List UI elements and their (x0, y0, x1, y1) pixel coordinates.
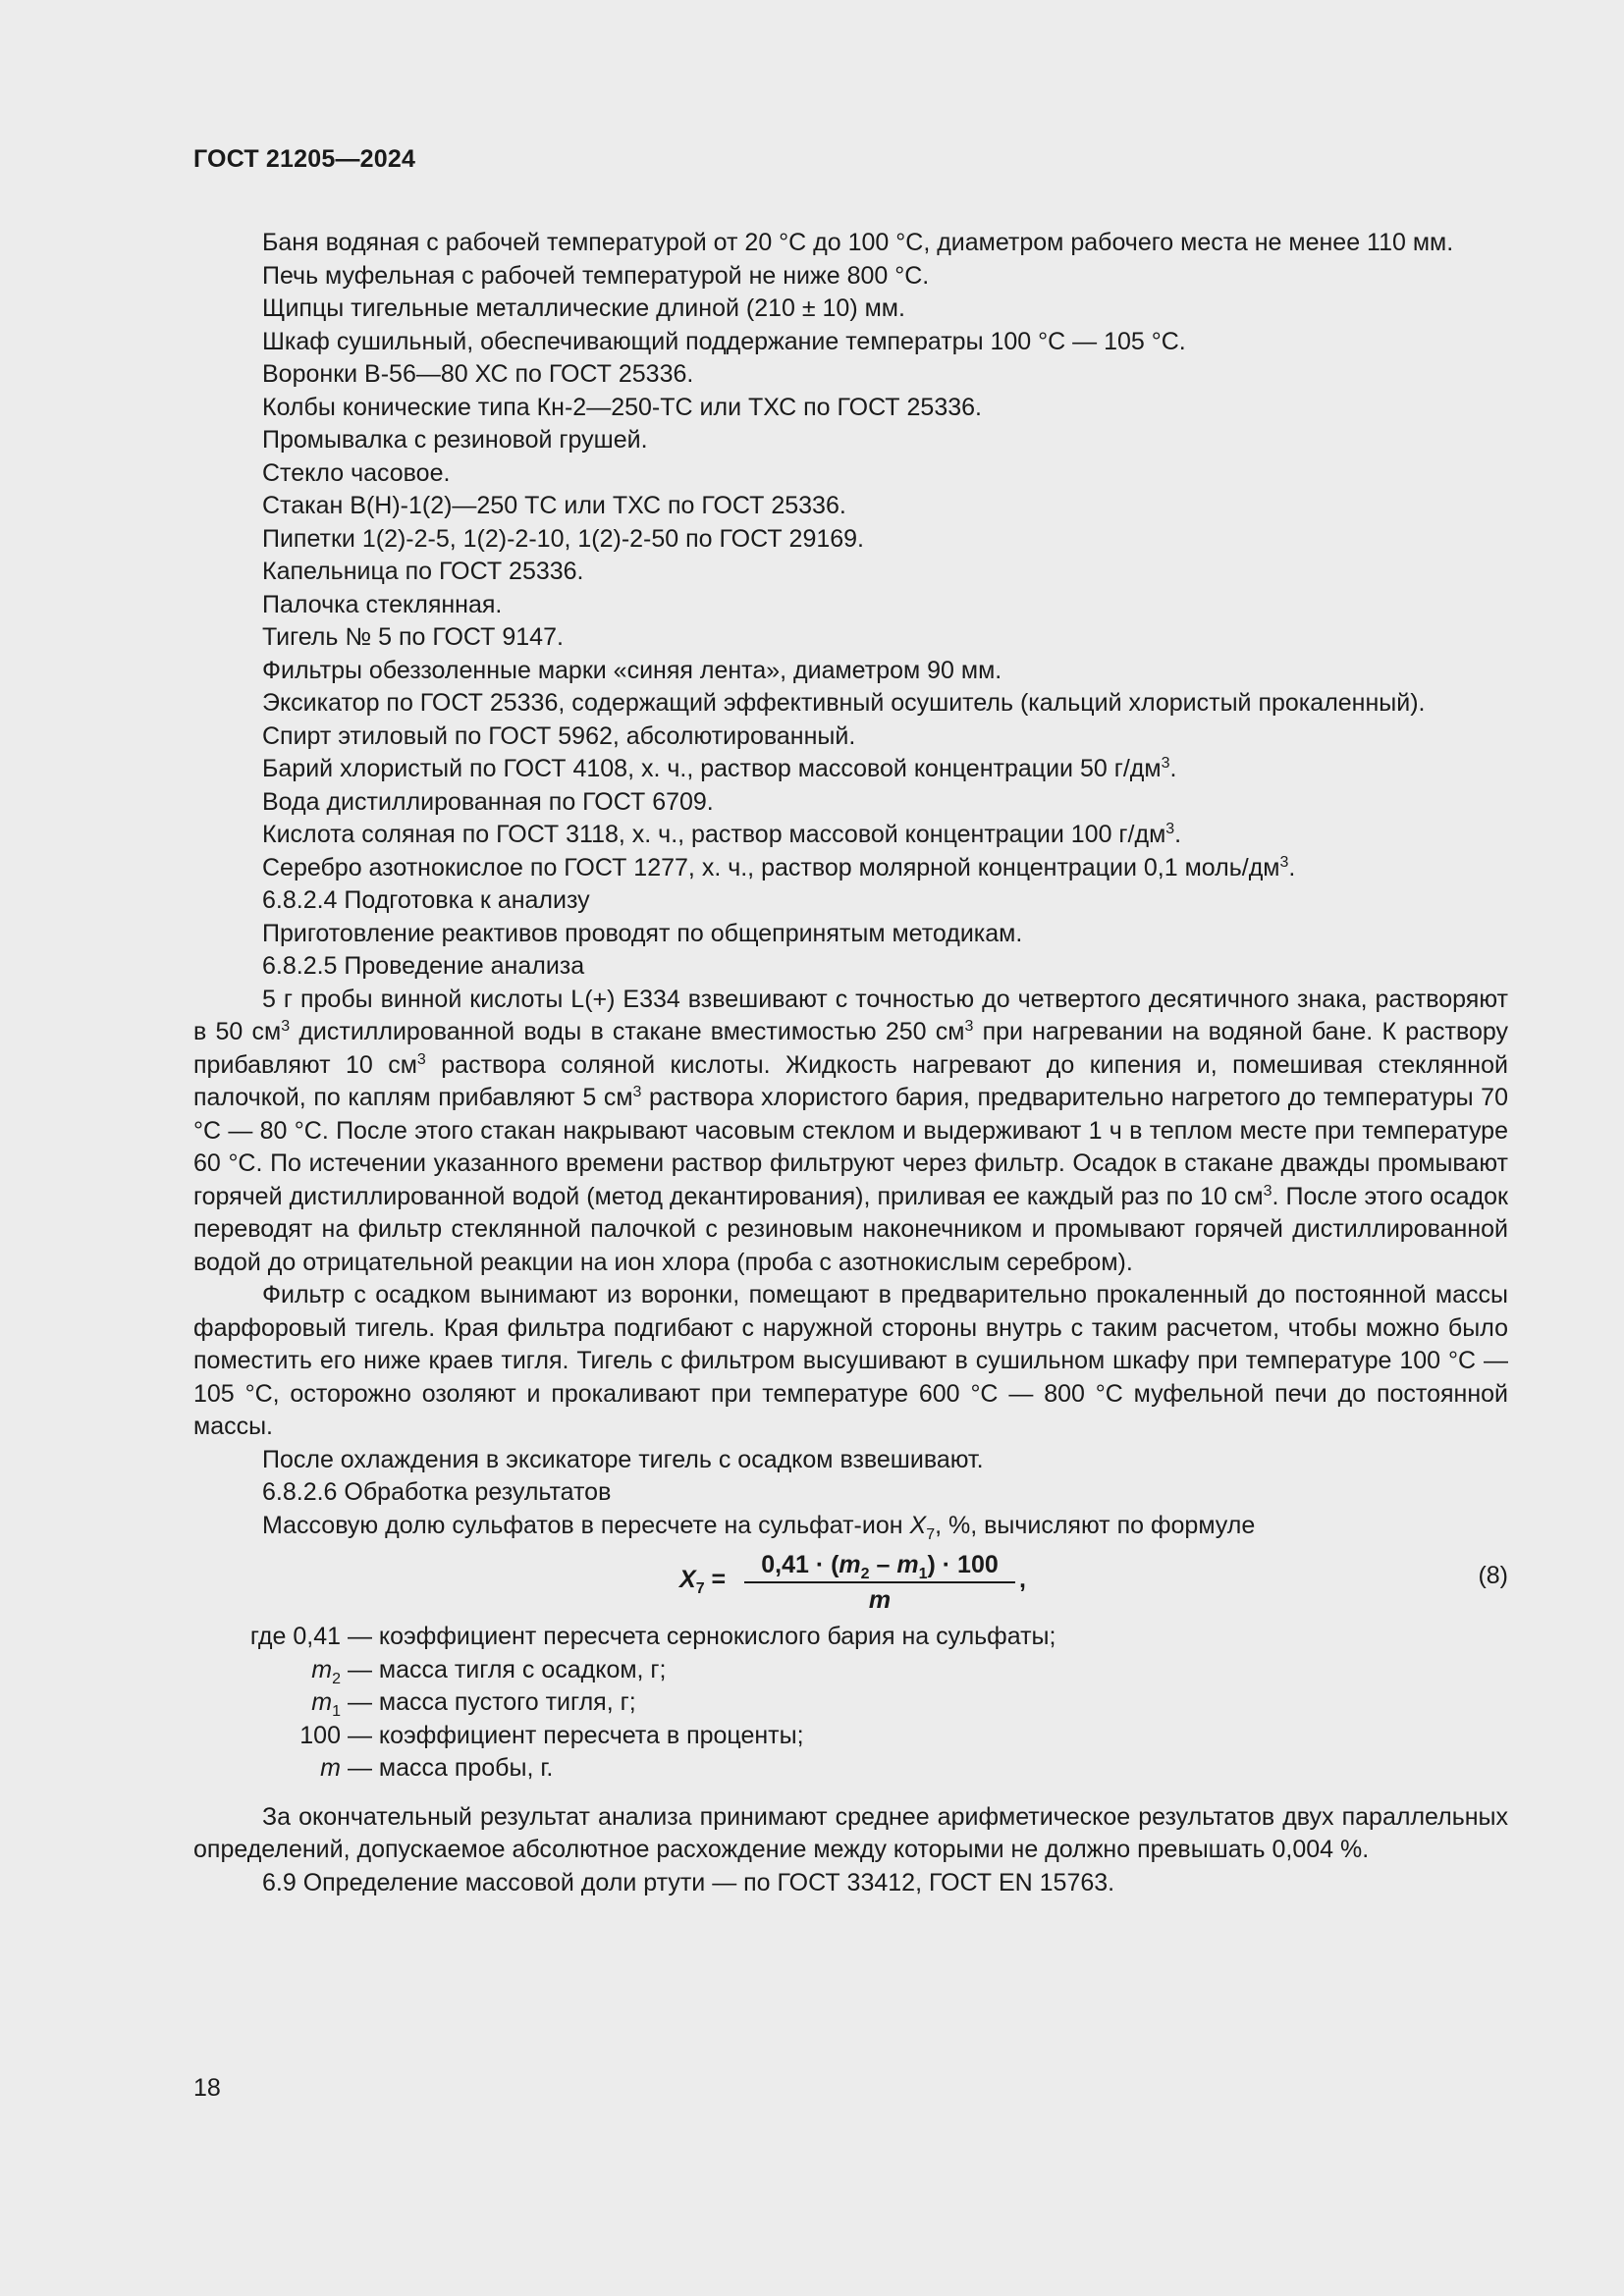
equation-number: (8) (1478, 1562, 1508, 1589)
legend-row (193, 1752, 1508, 1786)
legend-text: — масса тигля с осадком, г; (341, 1655, 667, 1683)
equipment-item: Баня водяная с рабочей температурой от 20 °С до 100 °С, диаметром рабочего места не менее 110 мм. (262, 229, 1454, 256)
reagent-item-barium: Барий хлористый по ГОСТ 4108, х. ч., раствор массовой концентрации 50 $г/дм^3$. (262, 755, 1177, 782)
results-intro: Массовую долю сульфатов в пересчете на сульфат-ион $X_7$, %, вычисляют по формуле (262, 1511, 1256, 1543)
legend-row (193, 1654, 1508, 1687)
formula-comma: , (1019, 1566, 1026, 1593)
prep-text: Приготовление реактивов проводят по общепринятым методикам. (262, 919, 1023, 947)
reagent-item-hcl: Кислота соляная по ГОСТ 3118, х. ч., раствор массовой концентрации 100 $г/дм^3$. (262, 821, 1182, 848)
equipment-item: Промывалка с резиновой грушей. (262, 426, 648, 454)
document-header: ГОСТ 21205—2024 (193, 145, 416, 173)
equipment-item: Шкаф сушильный, обеспечивающий поддержание температры 100 °С — 105 °С. (262, 327, 1186, 355)
section-heading-analysis: 6.8.2.5 Проведение анализа (262, 952, 585, 980)
legend-text: — коэффициент пересчета сернокислого бария на сульфаты; (341, 1623, 1056, 1650)
equipment-item: Воронки В-56—80 ХС по ГОСТ 25336. (262, 360, 694, 388)
analysis-paragraph-3: После охлаждения в эксикаторе тигель с осадком взвешивают. (262, 1445, 984, 1473)
equipment-item: Печь муфельная с рабочей температурой не ниже 800 °С. (262, 261, 930, 290)
reagent-item-water: Вода дистиллированная по ГОСТ 6709. (262, 787, 714, 816)
legend-row (193, 1686, 1508, 1720)
legend-symbol: m (320, 1754, 341, 1782)
section-heading-results: 6.8.2.6 Обработка результатов (262, 1478, 612, 1506)
final-paragraph: За окончательный результат анализа принимают среднее арифметическое результатов двух параллельных определений, допускаемое абсолютное расхождение между которыми не должно превышать 0,004 %. (193, 1802, 1508, 1863)
legend-row (193, 1621, 1508, 1654)
reagent-item-silver: Серебро азотнокислое по ГОСТ 1277, х. ч., раствор молярной концентрации 0,1 моль/$дм^3$. (262, 853, 1296, 881)
fraction-bar (744, 1581, 1015, 1583)
reagent-list (193, 753, 1508, 884)
formula-lhs: $X_7$ = (679, 1566, 727, 1597)
formula-numerator: $0,41 \cdot (m_2 - m_1) \cdot 100$ (761, 1551, 999, 1582)
page-number: 18 (193, 2074, 221, 2102)
spacer (193, 1786, 1508, 1801)
equipment-list (193, 227, 1508, 753)
formula-denominator: m (868, 1586, 892, 1614)
equipment-item: Колбы конические типа Кн-2—250-ТС или ТХС по ГОСТ 25336. (262, 393, 982, 421)
legend-symbol: $m_2$ (311, 1655, 341, 1687)
equipment-item: Стекло часовое. (262, 458, 451, 487)
equipment-item: Спирт этиловый по ГОСТ 5962, абсолютированный. (262, 721, 856, 750)
legend-row (193, 1720, 1508, 1753)
section-heading-prep: 6.8.2.4 Подготовка к анализу (262, 886, 590, 914)
legend-symbol: 100 (299, 1721, 341, 1749)
legend-text: — масса пустого тигля, г; (341, 1688, 636, 1716)
legend-text: — коэффициент пересчета в проценты; (341, 1721, 804, 1749)
equipment-item: Капельница по ГОСТ 25336. (262, 558, 584, 585)
equipment-item: Палочка стеклянная. (262, 590, 503, 618)
legend-symbol: $m_1$ (311, 1688, 341, 1720)
document-body (193, 227, 1508, 1899)
analysis-paragraph-2: Фильтр с осадком вынимают из воронки, помещают в предварительно прокаленный до постоянной массы фарфоровый тигель. Края фильтра подгибают с наружной стороны внутрь с таким расчетом, чтобы можно было поместить его ниже краев тигля. Тигель с фильтром высушивают в сушильном шкафу при температуре 100 °С — 105 °С, осторожно озоляют и прокаливают при температуре 600 °С — 800 °С муфельной печи до постоянной массы. (193, 1281, 1508, 1440)
equipment-item: Пипетки 1(2)-2-5, 1(2)-2-10, 1(2)-2-50 по ГОСТ 29169. (262, 524, 865, 553)
formula-fraction (744, 1550, 1015, 1615)
equipment-item: Фильтры обеззоленные марки «синяя лента», диаметром 90 мм. (262, 656, 1002, 684)
formula-legend (193, 1621, 1508, 1786)
equipment-item: Щипцы тигельные металлические длиной (210 ± 10) мм. (262, 294, 905, 322)
legend-symbol: где 0,41 (249, 1623, 341, 1650)
equipment-item: Тигель № 5 по ГОСТ 9147. (262, 623, 564, 651)
equipment-item: Стакан В(Н)-1(2)—250 ТС или ТХС по ГОСТ 25336. (262, 492, 846, 519)
analysis-paragraph-1: 5 г пробы винной кислоты L(+) Е334 взвешивают с точностью до четвертого десятичного знака, растворяют в 50 $см^3$ дистиллированной воды в стакане вместимостью 250 $см^3$ при нагревании на водяной бане. К раствору прибавляют 10 $см^3$ раствора соляной кислоты. Жидкость нагревают до кипения и, помешивая стеклянной палочкой, по каплям прибавляют 5 $см^3$ раствора хлористого бария, предварительно нагретого до температуры 70 °С — 80 °С. После этого стакан накрывают часовым стеклом и выдерживают 1 ч в теплом месте при температуре 60 °С. По истечении указанного времени раствор фильтруют через фильтр. Осадок в стакане дважды промывают горячей дистиллированной водой (метод декантирования), приливая ее каждый раз по 10 $см^3$. После этого осадок переводят на фильтр стеклянной палочкой с резиновым наконечником и промывают горячей дистиллированной водой до отрицательной реакции на ион хлора (проба с азотнокислым серебром). (193, 985, 1509, 1276)
section-heading-mercury: 6.9 Определение массовой доли ртути — по ГОСТ 33412, ГОСТ EN 15763. (262, 1868, 1115, 1896)
formula-8 (193, 1550, 1508, 1617)
legend-text: — масса пробы, г. (341, 1754, 554, 1782)
equipment-item: Эксикатор по ГОСТ 25336, содержащий эффективный осушитель (кальций хлористый прокаленный). (262, 689, 1426, 717)
